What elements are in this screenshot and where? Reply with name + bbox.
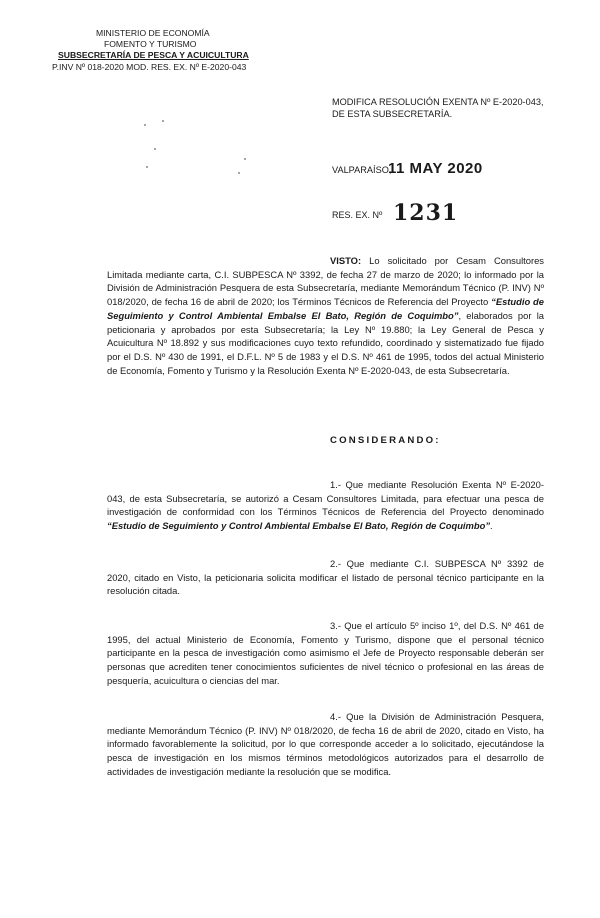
p1-text-a: 1.- Que mediante Resolución Exenta Nº E-2020-043, de esta Subsecretaría, se autorizó a Cesam Consultores Limitada, para efectuar una pesca de investigación de conformidad con los Términos Técnicos de Referencia del Proyecto denominado: [107, 479, 544, 518]
place: VALPARAÍSO,: [332, 165, 392, 175]
p1-project-name: “Estudio de Seguimiento y Control Ambiental Embalse El Bato, Región de Coquimbo”: [107, 520, 491, 532]
visto-project-name: “Estudio de Seguimiento y Control Ambiental Embalse El Bato, Región de Coquimbo”: [107, 296, 544, 321]
subsecretary-name: SUBSECRETARÍA DE PESCA Y ACUICULTURA: [58, 50, 249, 61]
letterhead: [52, 28, 272, 73]
visto-label: VISTO:: [330, 255, 362, 266]
date-stamp: 11 MAY 2020: [388, 160, 483, 177]
ministry-name: MINISTERIO DE ECONOMÍA: [96, 28, 210, 38]
visto-text-a: Lo solicitado por Cesam Consultores Limitada mediante carta, C.I. SUBPESCA Nº 3392, de fecha 27 de marzo de 2020; lo informado por la División de Administración Pesquera de esta Subsecretaría, mediante Memorándum Técnico (P. INV) Nº 018/2020, de fecha 16 de abril de 2020; los Términos Técnicos de Referencia del Proyecto: [107, 255, 544, 308]
considerando-paragraph-2: 2.- Que mediante C.I. SUBPESCA Nº 3392 de 2020, citado en Visto, la peticionaria solicita modificar el listado de personal técnico participante en la resolución citada.: [107, 558, 544, 597]
file-reference: P.INV Nº 018-2020 MOD. RES. EX. Nº E-2020-043: [52, 61, 247, 72]
p1-text-b: .: [490, 520, 493, 532]
resolution-subject: [332, 96, 572, 121]
considerando-paragraph-1: [107, 478, 544, 533]
ministry-subtitle: FOMENTO Y TURISMO: [104, 39, 197, 50]
considerando-paragraph-3: 3.- Que el artículo 5º inciso 1º, del D.S. Nº 461 de 1995, del actual Ministerio de Economía, Fomento y Turismo, dispone que el personal técnico participante en la pesca de investigación como asimismo el Jefe de Proyecto responsable deberán ser personas que acrediten tener conocimientos suficientes de nivel técnico o profesional en las áreas de pesquería, acuicultura o ciencias del mar.: [107, 620, 544, 686]
resolution-number: 1231: [393, 200, 459, 226]
visto-paragraph: [107, 254, 544, 377]
scan-specks: [140, 118, 260, 188]
considerando-heading: CONSIDERANDO:: [330, 435, 441, 446]
subject-line-1: MODIFICA RESOLUCIÓN EXENTA Nº E-2020-043,: [332, 97, 544, 107]
resolution-label: RES. EX. Nº: [332, 210, 383, 220]
considerando-paragraph-4: 4.- Que la División de Administración Pesquera, mediante Memorándum Técnico (P. INV) Nº 018/2020, de fecha 16 de abril de 2020, citado en Visto, ha informado favorablemente la solicitud, por lo que corresponde acceder a lo solicitado, ejecutándose la pesca de investigación en los mismos términos metodológicos autorizados para el desarrollo de actividades de investigación mediante la resolución que se modifica.: [107, 711, 544, 777]
subject-line-2: DE ESTA SUBSECRETARÍA.: [332, 109, 453, 120]
visto-text-b: , elaborados por la peticionaria y aprobados por esta Subsecretaría; la Ley Nº 19.880; la Ley General de Pesca y Acuicultura Nº 18.892 y sus modificaciones cuyo texto refundido, coordinado y sistematizado fue fijado por el D.S. Nº 430 de 1991, el D.F.L. Nº 5 de 1983 y el D.S. Nº 461 de 1995, todos del actual Ministerio de Economía, Fomento y Turismo y la Resolución Exenta Nº E-2020-043, de esta Subsecretaría.: [107, 309, 544, 376]
